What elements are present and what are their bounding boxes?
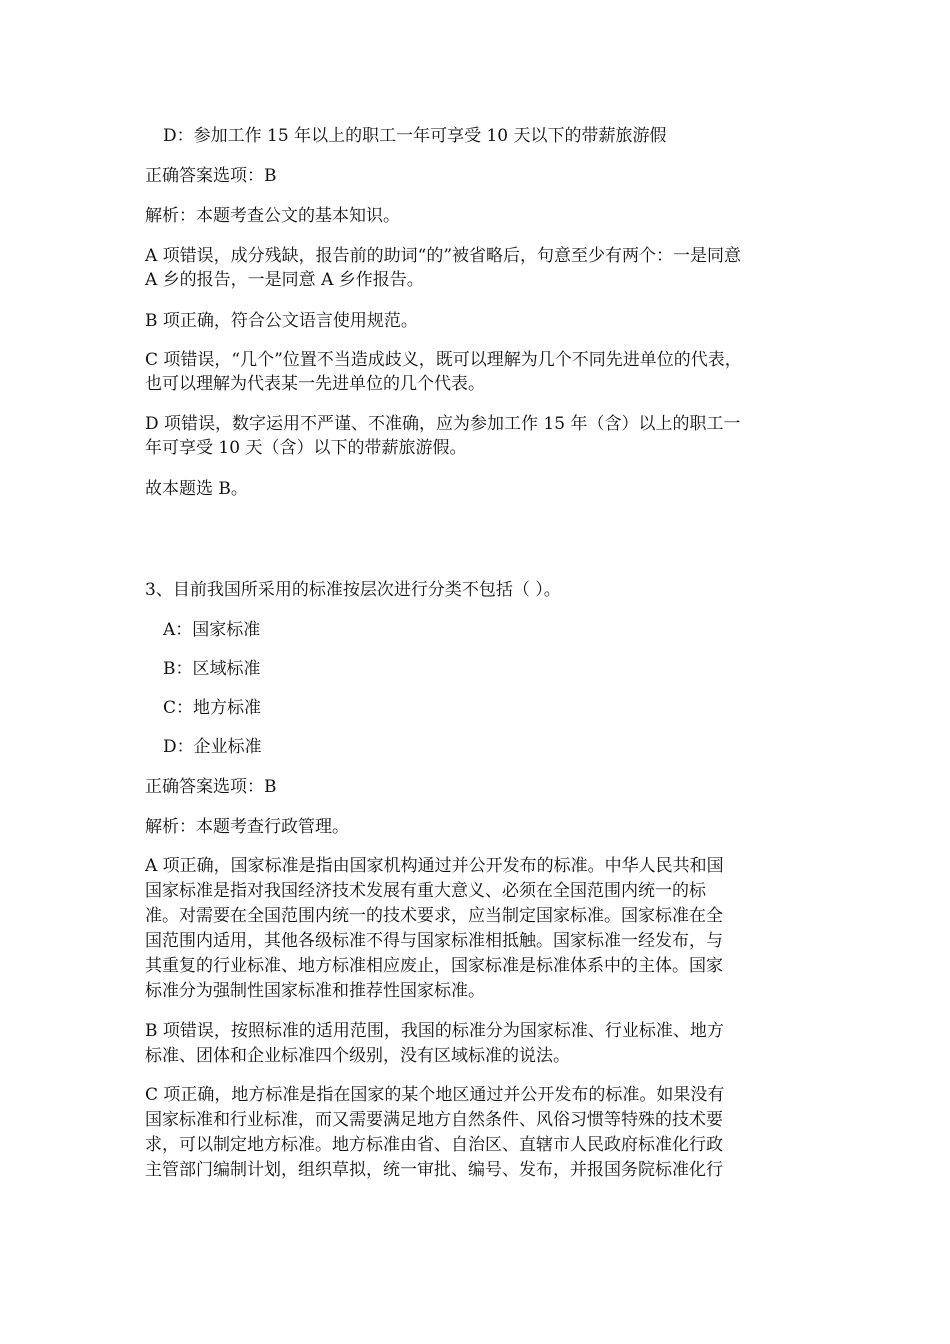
explanation-a-line: 标准分为强制性国家标准和推荐性国家标准。 — [145, 981, 485, 1001]
explanation-a-line: 准。对需要在全国范围内统一的技术要求，应当制定国家标准。国家标准在全 — [145, 906, 723, 926]
explanation-a-line: A 乡的报告，一是同意 A 乡作报告。 — [145, 270, 424, 290]
option-c: C：地方标准 — [163, 698, 262, 718]
option-d: D：企业标准 — [163, 737, 262, 757]
conclusion-line: 故本题选 B。 — [145, 479, 248, 499]
explanation-c-line: C 项错误，“几个”位置不当造成歧义，既可以理解为几个不同先进单位的代表， — [145, 350, 742, 370]
explanation-b-line: B 项正确，符合公文语言使用规范。 — [145, 311, 418, 331]
explanation-b-line: B 项错误，按照标准的适用范围，我国的标准分为国家标准、行业标准、地方 — [145, 1021, 724, 1041]
explanation-b-line: 标准、团体和企业标准四个级别，没有区域标准的说法。 — [145, 1046, 570, 1066]
explanation-d-line: 年可享受 10 天（含）以下的带薪旅游假。 — [145, 438, 467, 458]
analysis-line: 解析：本题考查公文的基本知识。 — [145, 206, 400, 226]
explanation-c-line: 国家标准和行业标准，而又需要满足地方自然条件、风俗习惯等特殊的技术要 — [145, 1110, 723, 1130]
explanation-a-line: A 项错误，成分残缺，报告前的助词“的”被省略后，句意至少有两个：一是同意 — [145, 246, 742, 266]
explanation-d-line: D 项错误，数字运用不严谨、不准确，应为参加工作 15 年（含）以上的职工一 — [145, 414, 741, 434]
explanation-a-line: 国家标准是指对我国经济技术发展有重大意义、必须在全国范围内统一的标 — [145, 881, 706, 901]
option-d: D：参加工作 15 年以上的职工一年可享受 10 天以下的带薪旅游假 — [163, 126, 667, 146]
question-stem: 3、目前我国所采用的标准按层次进行分类不包括（ ）。 — [145, 580, 561, 600]
option-a: A：国家标准 — [163, 620, 261, 640]
explanation-a-line: 国范围内适用，其他各级标准不得与国家标准相抵触。国家标准一经发布，与 — [145, 931, 723, 951]
explanation-c-line: 求，可以制定地方标准。地方标准由省、自治区、直辖市人民政府标准化行政 — [145, 1135, 723, 1155]
answer-line: 正确答案选项：B — [145, 166, 277, 186]
analysis-line: 解析：本题考查行政管理。 — [145, 817, 349, 837]
explanation-a-line: 其重复的行业标准、地方标准相应废止，国家标准是标准体系中的主体。国家 — [145, 956, 723, 976]
explanation-c-line: 也可以理解为代表某一先进单位的几个代表。 — [145, 374, 485, 394]
answer-line: 正确答案选项：B — [145, 777, 277, 797]
explanation-c-line: 主管部门编制计划，组织草拟，统一审批、编号、发布，并报国务院标准化行 — [145, 1160, 723, 1180]
explanation-a-line: A 项正确，国家标准是指由国家机构通过并公开发布的标准。中华人民共和国 — [145, 856, 724, 876]
option-b: B：区域标准 — [163, 659, 261, 679]
explanation-c-line: C 项正确，地方标准是指在国家的某个地区通过并公开发布的标准。如果没有 — [145, 1085, 725, 1105]
